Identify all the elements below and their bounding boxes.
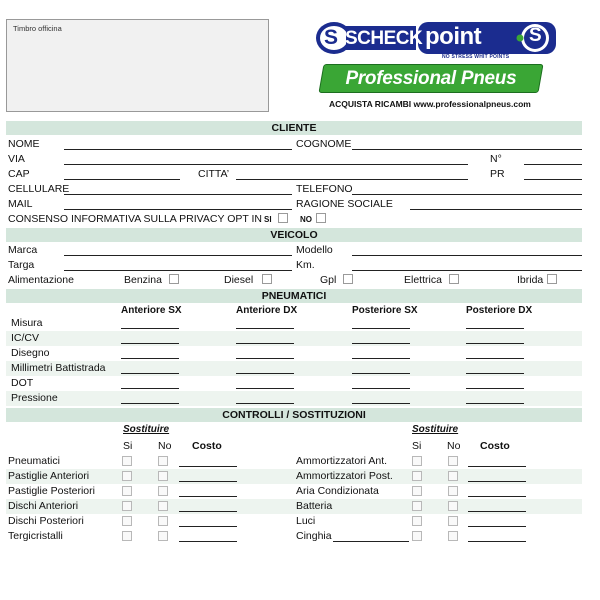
ragione-sociale-label: RAGIONE SOCIALE [296,198,393,210]
cap-label: CAP [8,168,30,180]
no-right-header: No [447,440,461,452]
cap-field[interactable] [64,179,180,180]
costo-field[interactable] [179,481,237,482]
modello-field[interactable] [352,255,582,256]
col-posteriore-dx: Posteriore DX [466,305,533,316]
si-left-header: Si [123,440,133,452]
sostituire-no-checkbox[interactable] [158,486,168,496]
si-right-header: Si [412,440,422,452]
fuel-ibrida-checkbox[interactable] [547,274,557,284]
sostituire-no-checkbox[interactable] [448,516,458,526]
professional-pneus-logo [318,64,543,93]
fuel-diesel-label: Diesel [224,274,254,286]
fuel-diesel-checkbox[interactable] [262,274,272,284]
cliente-title: CLIENTE [271,122,317,134]
pr-label: PR [490,168,505,180]
via-field[interactable] [64,164,468,165]
sostituire-si-checkbox[interactable] [122,471,132,481]
fuel-gpl-checkbox[interactable] [343,274,353,284]
tyre-value-field[interactable] [466,373,524,374]
fuel-elettrica-label: Elettrica [404,274,442,286]
tyre-value-field[interactable] [352,373,410,374]
sostituire-no-checkbox[interactable] [448,531,458,541]
tyre-value-field[interactable] [236,343,294,344]
fuel-ibrida-label: Ibrida [517,274,544,286]
costo-field[interactable] [468,496,526,497]
logo-s-letter: S [324,26,338,49]
sostituire-no-checkbox[interactable] [158,516,168,526]
tyre-row-label: Disegno [11,347,50,359]
controlli-title: CONTROLLI / SOSTITUZIONI [222,409,366,421]
sostituire-si-checkbox[interactable] [412,501,422,511]
numero-label: N° [490,153,502,165]
tyre-value-field[interactable] [466,358,524,359]
fuel-benzina-label: Benzina [124,274,162,286]
sostituire-si-checkbox[interactable] [122,486,132,496]
controlli-item-label: Ammortizzatori Ant. [296,455,388,467]
consenso-si-checkbox[interactable] [278,213,288,223]
sostituire-si-checkbox[interactable] [412,486,422,496]
ragione-sociale-field[interactable] [410,209,582,210]
pr-field[interactable] [524,179,582,180]
tyre-value-field[interactable] [121,373,179,374]
sostituire-no-checkbox[interactable] [448,471,458,481]
sostituire-no-checkbox[interactable] [158,531,168,541]
veicolo-header [6,228,582,242]
tyre-value-field[interactable] [236,373,294,374]
controlli-item-label: Dischi Anteriori [8,500,79,512]
controlli-item-label: Luci [296,515,316,527]
costo-field[interactable] [468,481,526,482]
sostituire-si-checkbox[interactable] [412,456,422,466]
consenso-label: CONSENSO INFORMATIVA SULLA PRIVACY OPT IN [8,213,263,225]
modello-label: Modello [296,244,333,256]
sostituire-no-checkbox[interactable] [448,456,458,466]
sostituire-si-checkbox[interactable] [122,531,132,541]
costo-field[interactable] [179,541,237,542]
veicolo-title: VEICOLO [270,229,318,241]
cliente-header [6,121,582,135]
consenso-no-label: NO [300,215,312,224]
targa-field[interactable] [64,270,292,271]
tyre-value-field[interactable] [466,343,524,344]
logo-scheck-text: SCHECK [345,28,423,49]
sostituire-right-label: Sostituire [412,424,459,435]
tyre-value-field[interactable] [121,328,179,329]
col-anteriore-dx: Anteriore DX [236,305,298,316]
telefono-label: TELEFONO [296,183,353,195]
site-text: ACQUISTA RICAMBI www.professionalpneus.com [329,99,531,109]
mail-label: MAIL [8,198,33,210]
costo-field[interactable] [468,541,526,542]
tyre-value-field[interactable] [121,388,179,389]
no-left-header: No [158,440,172,452]
pneumatici-title: PNEUMATICI [261,290,327,302]
targa-label: Targa [8,259,35,271]
tyre-value-field[interactable] [466,403,524,404]
logo-points-text: point [425,23,482,50]
sostituire-no-checkbox[interactable] [158,501,168,511]
tyre-row-label: IC/CV [11,332,40,344]
sostituire-si-checkbox[interactable] [412,471,422,481]
stamp-label: Timbro officina [13,24,62,33]
controlli-item-label: Batteria [296,500,333,512]
tyre-row-label: DOT [11,377,34,389]
citta-field[interactable] [236,179,468,180]
costo-field[interactable] [179,511,237,512]
mail-field[interactable] [64,209,292,210]
marca-label: Marca [8,244,38,256]
fuel-gpl-label: Gpl [320,274,337,286]
controlli-item-label: Cinghia [296,530,332,542]
costo-field[interactable] [179,466,237,467]
col-anteriore-sx: Anteriore SX [121,305,182,316]
via-label: VIA [8,153,25,165]
controlli-item-label: Dischi Posteriori [8,515,84,527]
consenso-si-label: SI [264,215,272,224]
logo-tagline: NO STRESS WHIT POINTS [442,54,510,60]
pneumatici-header [6,289,582,303]
tyre-value-field[interactable] [352,328,410,329]
controlli-item-label: Aria Condizionata [296,485,379,497]
controlli-item-label: Tergicristalli [8,530,63,542]
tyre-value-field[interactable] [352,388,410,389]
telefono-field[interactable] [352,194,582,195]
scheck-points-logo [310,20,562,56]
km-label: Km. [296,259,315,271]
tyre-value-field[interactable] [236,358,294,359]
tyre-value-field[interactable] [121,343,179,344]
tyre-value-field[interactable] [352,343,410,344]
sostituire-no-checkbox[interactable] [448,486,458,496]
sostituire-no-checkbox[interactable] [158,456,168,466]
citta-label: CITTA’ [198,168,230,180]
sostituire-si-checkbox[interactable] [412,516,422,526]
alimentazione-label: Alimentazione [8,274,74,286]
numero-field[interactable] [524,164,582,165]
col-posteriore-sx: Posteriore SX [352,305,418,316]
fuel-benzina-checkbox[interactable] [169,274,179,284]
sostituire-si-checkbox[interactable] [122,456,132,466]
tyre-value-field[interactable] [352,358,410,359]
controlli-header [6,408,582,422]
fuel-elettrica-checkbox[interactable] [449,274,459,284]
costo-field[interactable] [468,511,526,512]
tyre-row-label: Misura [11,317,43,329]
costo-left-header: Costo [192,440,222,452]
nome-label: NOME [8,138,40,150]
sostituire-no-checkbox[interactable] [448,501,458,511]
costo-field[interactable] [179,526,237,527]
cognome-field[interactable] [352,149,582,150]
costo-field[interactable] [468,526,526,527]
costo-field[interactable] [179,496,237,497]
tyre-value-field[interactable] [236,328,294,329]
km-field[interactable] [352,270,582,271]
controlli-item-label: Ammortizzatori Post. [296,470,393,482]
tyre-row-label: Millimetri Battistrada [11,362,106,374]
consenso-no-checkbox[interactable] [316,213,326,223]
sostituire-no-checkbox[interactable] [158,471,168,481]
cognome-label: COGNOME [296,138,352,150]
tyre-value-field[interactable] [236,388,294,389]
tyre-value-field[interactable] [466,388,524,389]
costo-right-header: Costo [480,440,510,452]
sostituire-si-checkbox[interactable] [122,516,132,526]
controlli-item-label: Pastiglie Anteriori [8,470,90,482]
professional-pneus-text: Professional Pneus [345,68,517,89]
tyre-value-field[interactable] [236,403,294,404]
tyre-value-field[interactable] [352,403,410,404]
tyre-value-field[interactable] [121,403,179,404]
logo-s-badge: S [529,25,542,46]
tyre-value-field[interactable] [466,328,524,329]
cellulare-field[interactable] [64,194,292,195]
sostituire-si-checkbox[interactable] [122,501,132,511]
costo-field[interactable] [468,466,526,467]
stamp-box [6,19,269,112]
controlli-item-label: Pastiglie Posteriori [8,485,95,497]
nome-field[interactable] [64,149,292,150]
sostituire-left-label: Sostituire [123,424,170,435]
cinghia-extra-field[interactable] [333,541,409,542]
controlli-item-label: Pneumatici [8,455,60,467]
tyre-value-field[interactable] [121,358,179,359]
tyre-row-label: Pressione [11,392,58,404]
marca-field[interactable] [64,255,292,256]
sostituire-si-checkbox[interactable] [412,531,422,541]
cellulare-label: CELLULARE [8,183,70,195]
